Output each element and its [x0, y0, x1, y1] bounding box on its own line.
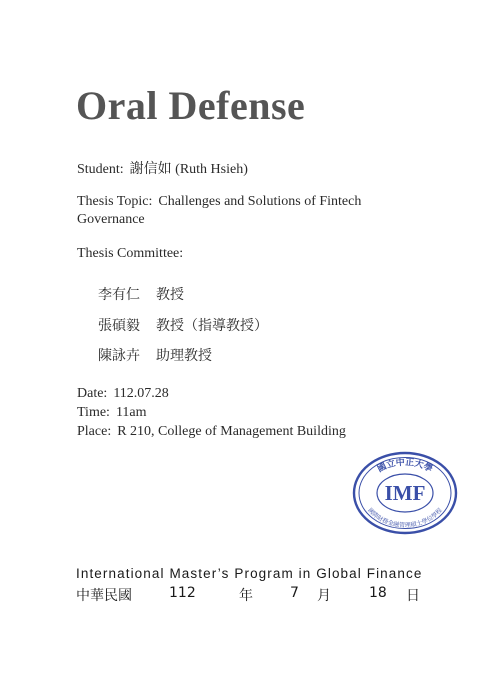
date-day-unit: 日 [406, 588, 420, 604]
committee-member-name: 張碩毅 [98, 318, 140, 334]
university-seal-stamp [352, 450, 458, 536]
date-year-unit: 年 [239, 588, 253, 604]
date-era: 中華民國 [76, 588, 132, 604]
program-name: International Master’s Program in Global Finance [76, 566, 423, 581]
seal-bottom-text: 國際財務金融管理碩士學位學程 [366, 506, 444, 530]
date-month: 7 [290, 585, 299, 601]
committee-member-name: 陳詠卉 [98, 348, 140, 364]
date-day: 18 [369, 585, 387, 601]
student-line [77, 158, 248, 178]
page-title: Oral Defense [76, 83, 306, 128]
time-line [77, 405, 147, 421]
place-value: R 210, College of Management Building [117, 424, 346, 439]
date-year: 112 [169, 585, 196, 601]
issue-date [76, 585, 422, 605]
committee-member-role: 教授 [156, 287, 184, 303]
committee-label: Thesis Committee: [77, 246, 184, 261]
place-label: Place: [77, 424, 112, 439]
time-value: 11am [115, 405, 147, 420]
committee-member-name: 李有仁 [98, 287, 140, 303]
seal-top-text: 國立中正大學 [376, 457, 434, 475]
committee-member-role: 助理教授 [156, 348, 212, 364]
date-line [77, 386, 169, 402]
thesis-topic-line [77, 194, 361, 210]
committee-member-role: 教授（指導教授） [156, 318, 268, 334]
student-value: 謝信如 (Ruth Hsieh) [129, 162, 248, 177]
thesis-topic-value: Challenges and Solutions of Fintech [158, 194, 362, 209]
committee-member [98, 315, 268, 335]
committee-member [98, 345, 212, 365]
student-label: Student: [77, 162, 124, 177]
thesis-topic-label: Thesis Topic: [77, 194, 153, 209]
place-line [77, 424, 346, 440]
committee-member [98, 284, 184, 304]
date-month-unit: 月 [317, 588, 331, 604]
seal-center-text: IMF [384, 481, 426, 505]
date-label: Date: [77, 386, 108, 401]
date-value: 112.07.28 [113, 386, 169, 401]
thesis-topic-continuation: Governance [77, 212, 145, 227]
time-label: Time: [77, 405, 110, 420]
